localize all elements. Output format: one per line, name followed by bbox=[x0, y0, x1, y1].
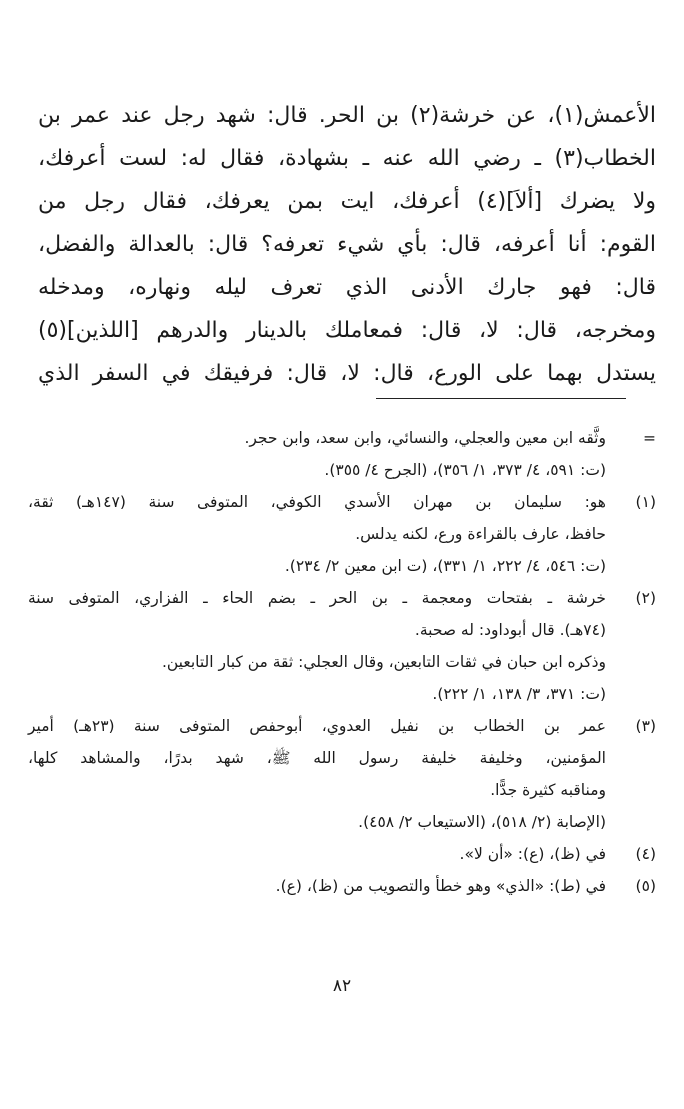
footnote-body bbox=[28, 486, 606, 582]
footnote-line: عمر بن الخطاب بن نفيل العدوي، أبوحفص المتوفى سنة (٢٣هـ) أمير bbox=[28, 717, 607, 735]
footnote-1 bbox=[28, 486, 656, 582]
main-text-line: القوم: أنا أعرفه، قال: بأي شيء تعرفه؟ قال: بالعدالة والفضل، bbox=[38, 232, 656, 257]
footnote-number: (٥) bbox=[635, 877, 656, 895]
footnote-line: المؤمنين، وخليفة خليفة رسول الله ﷺ، شهد بدرًا، والمشاهد كلها، bbox=[28, 749, 606, 767]
footnote-line: (ت: ٣٧١، ٣/ ١٣٨، ١/ ٢٢٢). bbox=[432, 685, 606, 703]
footnote-divider bbox=[376, 398, 626, 399]
main-text-line: قال: فهو جارك الأدنى الذي تعرف ليله ونهاره، ومدخله bbox=[38, 275, 656, 300]
footnote-number: (١) bbox=[635, 493, 656, 511]
footnote-line: حافظ، عارف بالقراءة ورع، لكنه يدلس. bbox=[355, 525, 606, 543]
main-text bbox=[38, 94, 656, 395]
footnote-line: (ت: ٥٤٦، ٤/ ٢٢٢، ١/ ٣٣١)، (ت ابن معين ٢/ ٢٣٤). bbox=[284, 557, 606, 575]
footnote-line: في (ظ)، (ع): «أن لا». bbox=[459, 845, 606, 863]
page-number: ٨٢ bbox=[332, 976, 352, 996]
footnote-body bbox=[28, 422, 606, 486]
footnote-4 bbox=[28, 838, 656, 870]
footnote-marker: = bbox=[643, 429, 656, 447]
footnote-line: وذكره ابن حبان في ثقات التابعين، وقال العجلي: ثقة من كبار التابعين. bbox=[161, 653, 606, 671]
footnote-body bbox=[28, 710, 606, 838]
footnote-line: هو: سليمان بن مهران الأسدي الكوفي، المتوفى سنة (١٤٧هـ) ثقة، bbox=[28, 493, 606, 511]
footnote-body bbox=[28, 838, 606, 870]
footnote-3 bbox=[28, 710, 656, 838]
footnote-continuation bbox=[28, 422, 656, 486]
footnote-2 bbox=[28, 582, 656, 710]
main-text-line: ومخرجه، قال: لا، قال: فمعاملك بالدينار والدرهم [اللذين](٥) bbox=[38, 318, 656, 343]
footnote-line: خرشة ـ بفتحات ومعجمة ـ بن الحر ـ بضم الحاء ـ الفزاري، المتوفى سنة bbox=[28, 589, 606, 607]
footnote-number: (٤) bbox=[635, 845, 656, 863]
main-text-line: الخطاب(٣) ـ رضي الله عنه ـ بشهادة، فقال له: لست أعرفك، bbox=[38, 146, 656, 171]
footnote-line: (ت: ٥٩١، ٤/ ٣٧٣، ١/ ٣٥٦)، (الجرح ٤/ ٣٥٥). bbox=[324, 461, 606, 479]
footnote-line: ومناقبه كثيرة جدًّا. bbox=[490, 781, 606, 799]
main-text-line: يستدل بهما على الورع، قال: لا، قال: فرفيقك في السفر الذي bbox=[38, 361, 656, 386]
footnotes bbox=[28, 422, 656, 902]
footnote-line: وثَّقه ابن معين والعجلي، والنسائي، وابن سعد، وابن حجر. bbox=[244, 429, 606, 447]
footnote-body bbox=[28, 870, 606, 902]
main-text-line: ولا يضرك [ألاَ](٤) أعرفك، ايت بمن يعرفك، فقال رجل من bbox=[38, 189, 656, 214]
footnote-line: في (ط): «الذي» وهو خطأ والتصويب من (ظ)، (ع). bbox=[275, 877, 606, 895]
footnote-body bbox=[28, 582, 606, 710]
footnote-5 bbox=[28, 870, 656, 902]
footnote-number: (٣) bbox=[635, 717, 656, 735]
footnote-line: (٧٤هـ). قال أبوداود: له صحبة. bbox=[414, 621, 606, 639]
main-text-line: الأعمش(١)، عن خرشة(٢) بن الحر. قال: شهد رجل عند عمر بن bbox=[38, 103, 657, 128]
footnote-number: (٢) bbox=[635, 589, 656, 607]
footnote-line: (الإصابة (٢/ ٥١٨)، (الاستيعاب ٢/ ٤٥٨). bbox=[358, 813, 606, 831]
